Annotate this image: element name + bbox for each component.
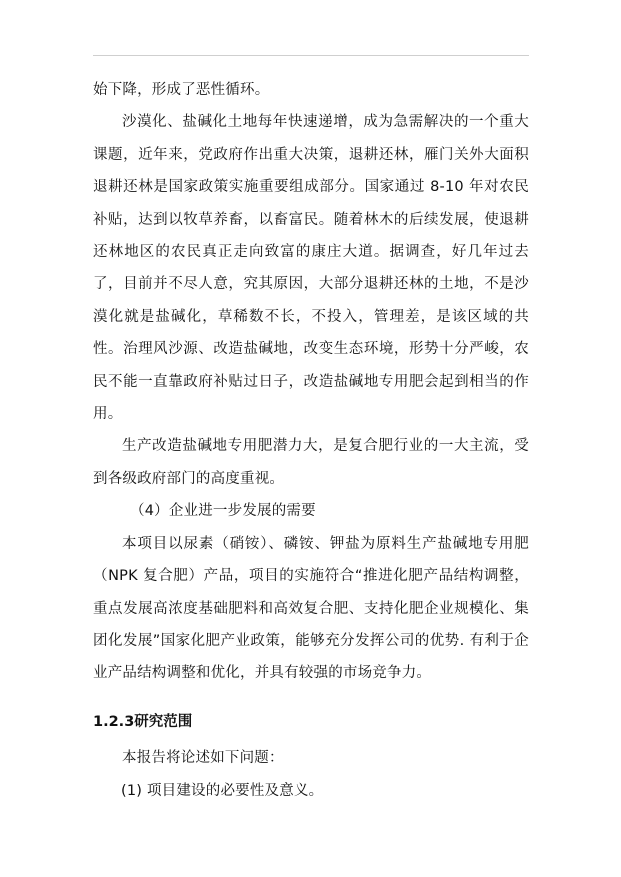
paragraph-desertification: 沙漠化、盐碱化土地每年快速递增，成为急需解决的一个重大课题，近年来，党政府作出重大决策，退耕还林，雁门关外大面积退耕还林是国家政策实施重要组成部分。国家通过 8-10 年对农民补贴，达到以牧草养畜，以畜富民。随着林木的后续发展，使退耕还林地区的农民真正走向致富的康庄大道。据调查，好几年过去了，目前并不尽人意，究其原因，大部分退耕还林的土地，不是沙漠化就是盐碱化，草稀数不长，不投入，管理差，是该区域的共性。治理风沙源、改造盐碱地，改变生态环境，形势十分严峻，农民不能一直靠政府补贴过日子，改造盐碱地专用肥会起到相当的作用。 [93, 114, 529, 423]
header-rule [93, 55, 529, 56]
list-item: (1) 项目建设的必要性及意义。 [121, 782, 324, 799]
paragraph-project-description: 本项目以尿素（硝铵）、磷铵、钾盐为原料生产盐碱地专用肥（NPK 复合肥）产品，项目的实施符合“推进化肥产品结构调整，重点发展高浓度基础肥料和高效复合肥、支持化肥企业规模化、集团化发展”国家化肥产业政策，能够充分发挥公司的优势. 有利于企业产品结构调整和优化，并具有较强的市场竞争力。 [93, 535, 529, 682]
document-body [93, 74, 529, 807]
section-heading-research-scope: 1.2.3研究范围 [93, 713, 193, 730]
paragraph-continuation: 始下降，形成了恶性循环。 [93, 82, 270, 98]
paragraph-potential: 生产改造盐碱地专用肥潜力大，是复合肥行业的一大主流，受到各级政府部门的高度重视。 [93, 438, 529, 487]
paragraph-report-intro: 本报告将论述如下问题： [122, 750, 284, 767]
subheading-enterprise-development: （4）企业进一步发展的需要 [130, 503, 316, 520]
